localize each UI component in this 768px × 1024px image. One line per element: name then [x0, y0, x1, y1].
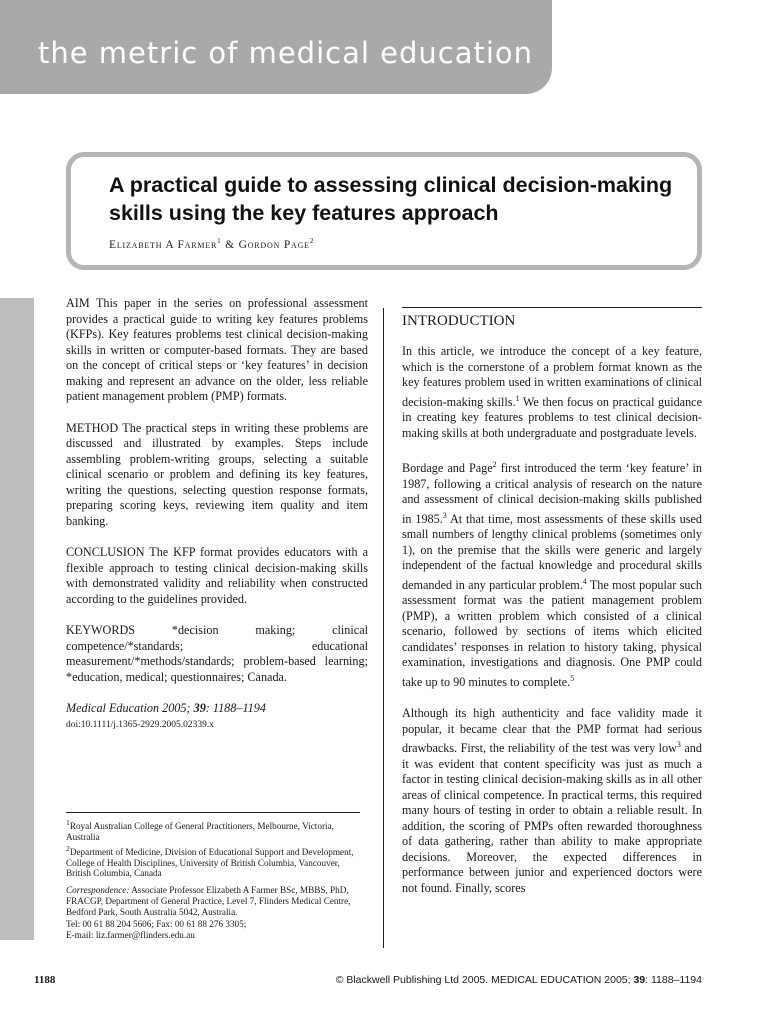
author-affiliation-mark: 2 — [309, 237, 315, 245]
section-rule — [402, 307, 702, 308]
footnotes — [66, 818, 366, 942]
reference-mark[interactable]: 3 — [442, 510, 447, 520]
body-paragraph — [402, 706, 702, 896]
body-text: Bordage and Page — [402, 461, 493, 476]
abstract-label: CONCLUSION — [66, 545, 145, 559]
author-line — [109, 237, 314, 251]
body-text: The most popular such assessment format was the patient management problem (PMP), a written problem which consisted of a clinical scenario, followed by sections of items which elicited candidates’ responses in relation to history taking, physical examination, investigations and diagnosis. One PMP could take up to 90 minutes to complete. — [402, 577, 703, 689]
footnote-mark: 1 — [66, 818, 70, 827]
abstract-keywords — [66, 623, 368, 685]
footnote-text: Royal Australian College of General Practitioners, Melbourne, Victoria, Australia — [66, 821, 334, 842]
footnote-affiliation-1 — [66, 818, 366, 843]
doi-link[interactable]: doi:10.1111/j.1365-2929.2005.02339.x — [66, 719, 215, 730]
author-affiliation-mark: 1 — [217, 237, 222, 245]
abstract-label: AIM — [66, 296, 90, 310]
body-text: first introduced the term ‘key feature’ in 1987, following a critical analysis of research on the nature and assessment of clinical decision-making skills published in 1985. — [402, 461, 702, 526]
author-name: Gordon Page — [238, 238, 310, 251]
copyright-text: © Blackwell Publishing Ltd 2005. MEDICAL EDUCATION 2005; — [335, 974, 634, 986]
footnote-mark: 2 — [66, 843, 70, 853]
reference-mark[interactable]: 2 — [492, 460, 497, 470]
section-heading: INTRODUCTION — [402, 313, 516, 329]
page-number: 1188 — [34, 974, 56, 986]
body-text: and it was evident that content specificity was just as much a factor in testing clinical decision-making skills as in all other areas of clinical competence. In practical terms, this required many hours of testing in order to obtain a reliable result. In addition, the scoring of PMPs often rewarded thoroughness of data gathering, rather than ability to make appropriate decisions. Moreover, the expected differences in performance between junior and experienced doctors were not found. Finally, scores — [402, 741, 702, 895]
abstract-aim — [66, 296, 368, 405]
abstract-text: The practical steps in writing these problems are discussed and illustrated by examples. Steps include assembling problem-writing groups, selecting a suitable clinical scenario or problem and defining its key features, writing the questions, selecting question response formats, preparing scoring keys, reviewing item quality and item banking. — [66, 420, 368, 528]
abstract-text: The KFP format provides educators with a flexible approach to testing clinical decision-making skills with demonstrated validity and reliability when constructed according to the guidelines provided. — [66, 545, 368, 606]
body-text: At that time, most assessments of these skills used small numbers of lengthy clinical problems (sometimes only 1), on the premise that the skills were generic and largely independent of the factual knowledge and procedural skills demanded in any particular problem. — [402, 511, 703, 592]
body-text: Although its high authenticity and face validity made it popular, it became clear that the PMP format had serious drawbacks. First, the reliability of the test was very low — [402, 706, 702, 756]
citation-journal: Medical Education 2005; — [66, 701, 194, 715]
citation-volume: 39 — [193, 701, 206, 715]
correspondence-text: Associate Professor Elizabeth A Farmer BSc, MBBS, PhD, FRACGP, Department of General Practice, Level 7, Flinders Medical Centre, Bedford Park, South Australia 5042, Australia. — [66, 885, 351, 917]
copyright-line — [336, 974, 702, 986]
body-text: In this article, we introduce the concept of a key feature, which is the cornerstone of a problem format known as the key features problem used in written examinations of clinical decision-making skills. — [402, 344, 702, 409]
abstract-text: *decision making; clinical competence/*standards; educational measurement/*methods/standards; problem-based learning; *education, medical; questionnaires; Canada. — [66, 623, 368, 684]
abstract-method — [66, 421, 368, 530]
citation — [66, 701, 368, 717]
body-paragraph — [402, 344, 702, 441]
citation-pages: : 1188–1194 — [205, 701, 266, 715]
article-title: A practical guide to assessing clinical decision-making skills using the key features approach — [109, 173, 673, 225]
abstract-label: METHOD — [66, 420, 119, 435]
body-column — [402, 312, 702, 912]
abstract-text: This paper in the series on professional assessment provides a practical guide to writing key features problems (KFPs). Key features problems test clinical decision-making skills in written or computer-based formats. They are based on the concept of critical steps or ‘key features’ in decision making and represent an advance on the older, less reliable patient management problem (PMP) formats. — [66, 296, 368, 403]
copyright-pages: : 1188–1194 — [645, 974, 702, 986]
reference-mark[interactable]: 4 — [582, 576, 587, 586]
abstract-column — [66, 296, 368, 733]
reference-mark[interactable]: 3 — [676, 740, 681, 750]
article-title-box — [66, 152, 702, 270]
contact-email[interactable]: E-mail: liz.farmer@flinders.edu.au — [66, 930, 195, 941]
correspondence — [66, 885, 366, 917]
footnote-affiliation-2 — [66, 844, 366, 879]
copyright-volume: 39 — [633, 974, 646, 986]
banner-title: the metric of medical education — [38, 36, 534, 70]
correspondence-label: Correspondence: — [66, 885, 130, 896]
journal-banner — [0, 0, 552, 94]
author-separator: & — [221, 238, 239, 251]
author-name: Elizabeth A Farmer — [109, 238, 218, 251]
body-text: We then focus on practical guidance in creating key features problems to test clinical decision-making skills at both undergraduate and postgraduate levels. — [402, 394, 702, 440]
reference-mark[interactable]: 1 — [515, 393, 520, 403]
abstract-conclusion — [66, 545, 368, 607]
body-paragraph — [402, 457, 702, 690]
abstract-label: KEYWORDS — [66, 623, 136, 637]
reference-mark[interactable]: 5 — [570, 673, 575, 683]
contact-phone: Tel: 00 61 88 204 5606; Fax: 00 61 88 276 3305; — [66, 918, 247, 929]
footnote-text: Department of Medicine, Division of Educational Support and Development, College of Health Disciplines, University of British Columbia, Vancouver, British Columbia, Canada — [66, 846, 354, 879]
column-divider — [383, 308, 384, 948]
footnote-divider — [66, 812, 360, 813]
side-margin-bar — [0, 298, 34, 940]
